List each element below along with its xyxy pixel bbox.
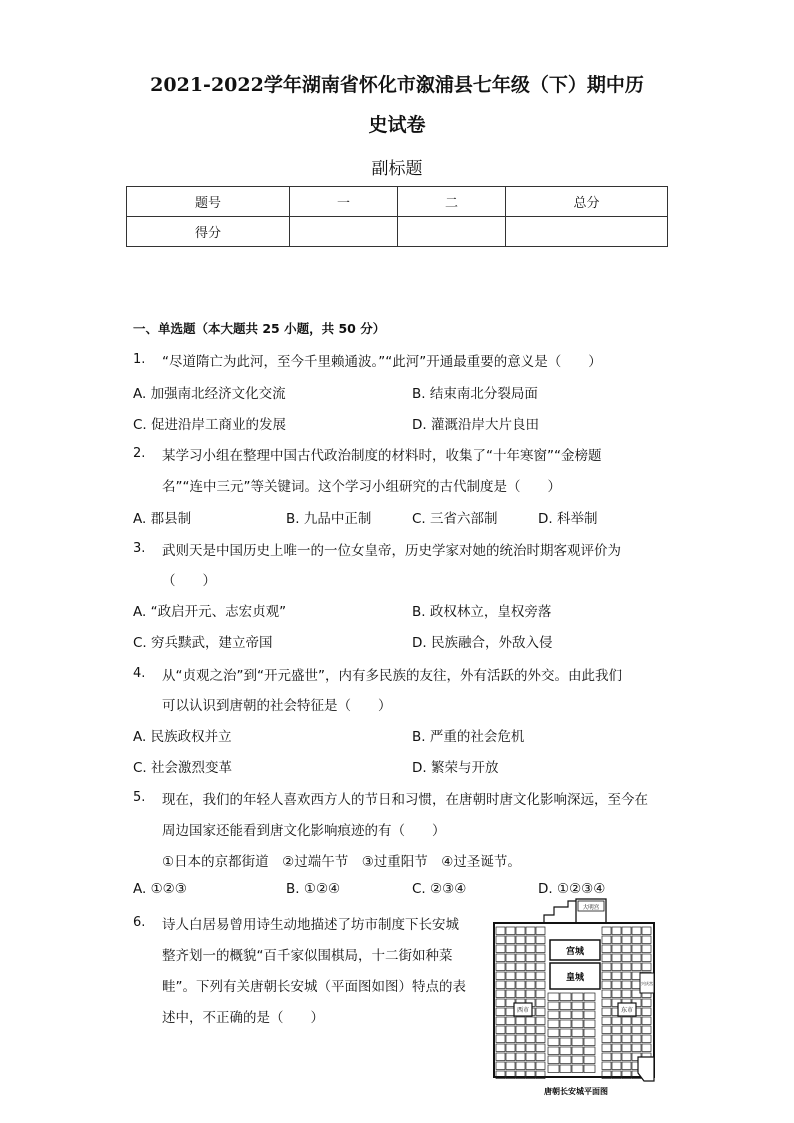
score-table-header-row [127,187,668,217]
map-caption: 唐朝长安城平面图 [544,1087,608,1096]
question-number: 6. [133,915,146,930]
question-text: “尽道隋亡为此河，至今千里赖通波。”“此河”开通最重要的意义是（ ） [162,354,602,370]
east-market-label: 东市 [620,1007,634,1014]
question-text: （ ） [162,573,216,589]
exam-title-line2: 史试卷 [368,114,426,136]
question-text: 周边国家还能看到唐文化影响痕迹的有（ ） [162,823,446,839]
score-input-cell[interactable] [506,217,668,247]
changan-city-map [488,897,668,1097]
question-text: 畦”。下列有关唐朝长安城（平面图如图）特点的表 [162,979,466,995]
question-text: 从“贞观之治”到“开元盛世”，内有多民族的友往，外有活跃的外交。由此我们 [162,668,622,684]
question-number: 1. [133,352,146,367]
option-d[interactable]: D. 科举制 [538,511,598,527]
question-text: 现在，我们的年轻人喜欢西方人的节日和习惯，在唐朝时唐文化影响深远，至今在 [162,792,648,808]
score-table [126,186,668,247]
option-d[interactable]: D. 民族融合，外敌入侵 [412,635,553,651]
score-input-cell[interactable] [290,217,398,247]
table-cell: 总分 [506,187,668,217]
option-b[interactable]: B. 九品中正制 [286,511,372,527]
daming-palace-label: 大明宫 [582,905,600,911]
table-cell: 题号 [127,187,290,217]
question-text: 某学习小组在整理中国古代政治制度的材料时，收集了“十年寒窗”“金榜题 [162,448,602,464]
question-text: 述中，不正确的是（ ） [162,1010,324,1026]
option-a[interactable]: A. 郡县制 [133,511,192,527]
option-d[interactable]: D. 繁荣与开放 [412,760,499,776]
xingqing-palace-label: 兴庆宫 [641,981,653,986]
option-a[interactable]: A. ①②③ [133,881,187,897]
option-a[interactable]: A. 民族政权并立 [133,729,232,745]
question-number: 4. [133,666,146,681]
question-number: 3. [133,541,146,556]
question-number: 5. [133,790,146,805]
option-c[interactable]: C. ②③④ [412,881,467,897]
option-b[interactable]: B. 严重的社会危机 [412,729,525,745]
option-c[interactable]: C. 社会激烈变革 [133,760,233,776]
exam-title-line1: 2021-2022学年湖南省怀化市溆浦县七年级（下）期中历 [150,74,644,96]
score-input-cell[interactable] [398,217,506,247]
west-market-label: 西市 [516,1007,530,1014]
table-cell: 得分 [127,217,290,247]
palace-city-label: 宫城 [565,947,585,957]
subtitle: 副标题 [371,159,423,179]
option-b[interactable]: B. ①②④ [286,881,341,897]
question-text: 整齐划一的概貌“百千家似围棋局，十二街如种菜 [162,948,453,964]
option-d[interactable]: D. ①②③④ [538,881,606,897]
option-a[interactable]: A. 加强南北经济文化交流 [133,386,286,402]
table-cell: 一 [290,187,398,217]
section-heading: 一、单选题（本大题共 25 小题，共 50 分） [133,321,386,336]
question-text: 武则天是中国历史上唯一的一位女皇帝，历史学家对她的统治时期客观评价为 [162,543,621,559]
question-text: 诗人白居易曾用诗生动地描述了坊市制度下长安城 [162,917,459,933]
question-text: 名”“连中三元”等关键词。这个学习小组研究的古代制度是（ ） [162,479,561,495]
option-b[interactable]: B. 政权林立，皇权旁落 [412,604,552,620]
option-b[interactable]: B. 结束南北分裂局面 [412,386,538,402]
option-c[interactable]: C. 三省六部制 [412,511,498,527]
score-table-score-row [127,217,668,247]
question-number: 2. [133,446,146,461]
imperial-city-label: 皇城 [565,973,585,983]
table-cell: 二 [398,187,506,217]
question-text: ①日本的京都街道 ②过端午节 ③过重阳节 ④过圣诞节。 [162,854,521,870]
option-d[interactable]: D. 灌溉沿岸大片良田 [412,417,539,433]
option-c[interactable]: C. 穷兵黩武，建立帝国 [133,635,273,651]
option-c[interactable]: C. 促进沿岸工商业的发展 [133,417,287,433]
north-wall-steps [544,901,576,923]
question-text: 可以认识到唐朝的社会特征是（ ） [162,698,392,714]
option-a[interactable]: A. “政启开元、志宏贞观” [133,604,287,620]
